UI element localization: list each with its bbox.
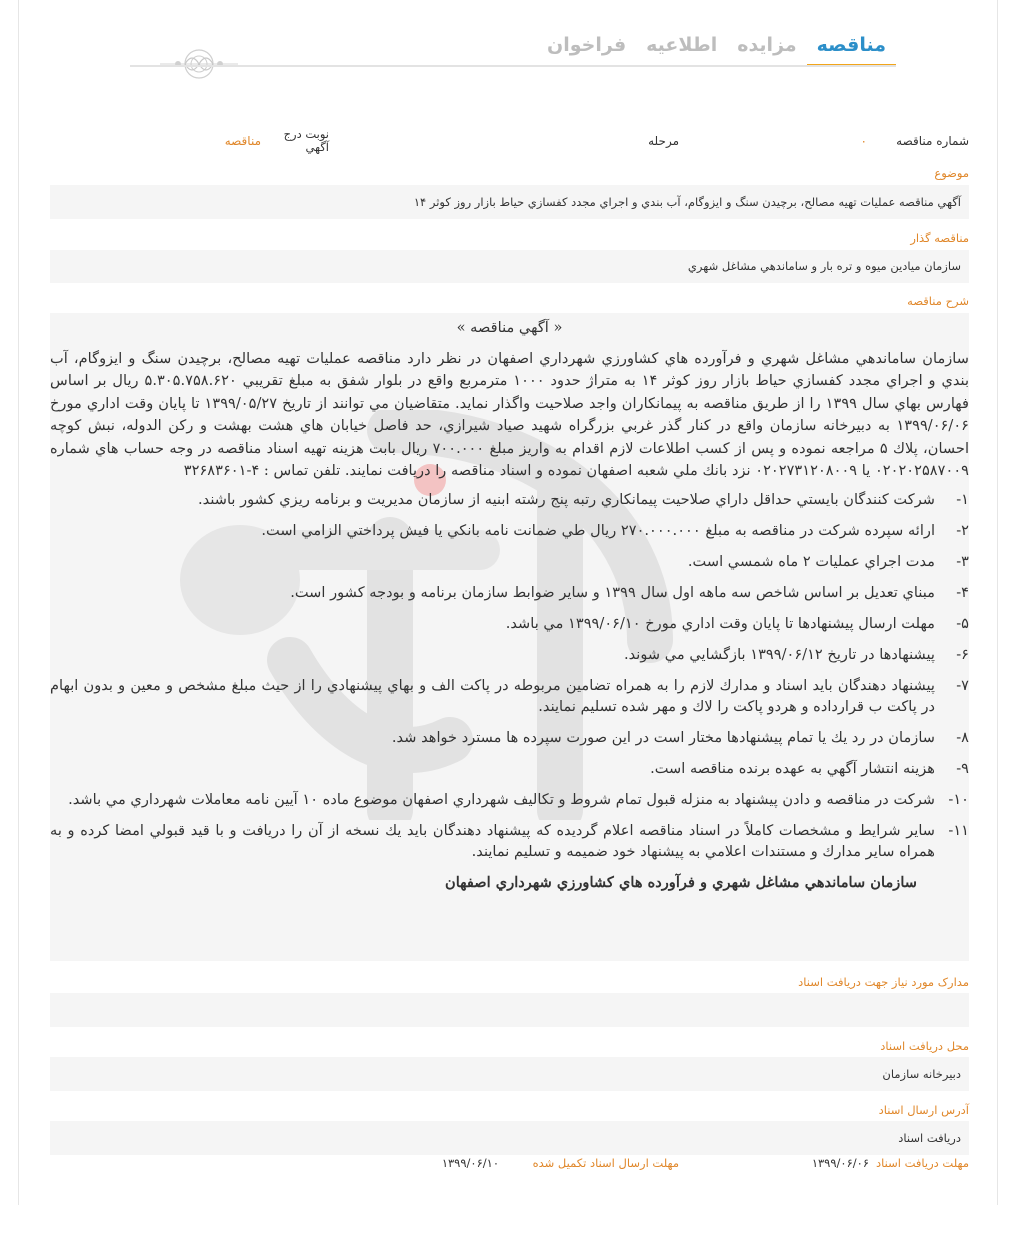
item-number: ۲-: [956, 521, 969, 539]
item-text: شركت كنندگان بايستي حداقل داراي صلاحيت پيمانكاري رتبه پنج رشته ابنيه از سازمان مديريت و برنامه ريزي كشور باشند.: [198, 490, 935, 508]
ad-turn-value: مناقصه: [224, 134, 261, 148]
ad-intro: سازمان ساماندهي مشاغل شهري و فرآورده هاي كشاورزي شهرداري اصفهان در نظر دارد مناقصه عمليات تهيه مصالح، برچيدن سنگ و ايزوگام، آب بندي و اجراي مجدد كفسازي حياط بازار روز كوثر ۱۴ به متراژ حدود ۱۰۰۰ مترمربع واقع در بلوار شفق به مبلغ تقريبي ۵.۳۰۵.۷۵۸.۶۲۰ ريال بر اساس فهارس بهاي سال ۱۳۹۹ را از طريق مناقصه به پيمانكاران واجد صلاحيت واگذار نمايد. متقاضيان مي توانند از تاريخ ۱۳۹۹/۰۵/۲۷ تا پايان وقت اداري مورخ ۱۳۹۹/۰۶/۰۶ به دبيرخانه سازمان واقع در كنار گذر غربي بزرگراه شهيد صياد شيرازي، حد فاصل خيابان هاي هشت بهشت و ركن الدوله، نبش كوچه احسان، پلاك ۵ مراجعه نموده و پس از كسب اطلاعات لازم اقدام به واريز مبلغ ۷۰۰.۰۰۰ ريال بابت هزينه تهيه اسناد مناقصه در وجه حساب هاي شماره ۰۲۰۲۰۲۵۸۷۰۰۹ يا ۰۲۰۲۷۳۱۲۰۸۰۰۹ نزد بانك ملي شعبه اصفهان نموده و اسناد مناقصه را دريافت نمايند. تلفن تماس : ۴-۳۲۶۸۳۶۰۱: [50, 349, 970, 479]
item-number: ۴-: [956, 583, 969, 601]
item-text: شركت در مناقصه و دادن پيشنهاد به منزله قبول تمام شروط و تكاليف شهرداري اصفهان موضوع ماده ۱۰ آيين نامه معاملات شهرداري مي باشد.: [68, 790, 935, 808]
conditions-list: [50, 489, 969, 862]
required-docs-label: مدارک مورد نياز جهت دريافت اسناد: [798, 975, 969, 989]
send-deadline-label: مهلت ارسال اسناد تكميل شده: [532, 1156, 679, 1170]
item-text: پيشنهاد دهندگان بايد اسناد و مدارك لازم را به همراه تضامين مربوطه در پاكت الف و بهاي پيشنهادي را از حيث مبلغ مشخص و معين و بدون ابهام در پاكت ب قرارداده و هردو پاكت را لاك و مهر شده تسليم نمايند.: [50, 676, 935, 715]
ad-turn-label: نوبت درج آگهي: [283, 127, 329, 154]
receive-deadline-label: مهلت دريافت اسناد: [876, 1156, 969, 1170]
item-number: ۱۱-: [948, 821, 969, 839]
item-number: ۸-: [956, 728, 969, 746]
list-item: [50, 644, 969, 665]
item-text: مدت اجراي عمليات ۲ ماه شمسي است.: [687, 552, 935, 570]
item-number: ۷-: [956, 676, 969, 694]
tenderer-label: مناقصه گذار: [910, 231, 969, 245]
description-label: شرح مناقصه: [907, 294, 969, 308]
header-divider: [130, 65, 896, 67]
item-number: ۹-: [956, 759, 969, 777]
item-text: هزينه انتشار آگهي به عهده برنده مناقصه است.: [650, 759, 935, 777]
list-item: [50, 789, 969, 810]
subject-value: آگهي مناقصه عمليات تهيه مصالح، برچيدن سنگ و ايزوگام، آب بندي و اجراي مجدد كفسازي حياط بازار روز كوثر ۱۴: [50, 185, 969, 219]
tenderer-value: سازمان ميادين ميوه و تره بار و ساماندهي مشاغل شهري: [50, 250, 969, 283]
tab-tender[interactable]: مناقصه: [807, 30, 896, 67]
list-item: [50, 551, 969, 572]
description-text: [50, 313, 969, 894]
item-text: پيشنهادها در تاريخ ۱۳۹۹/۰۶/۱۲ بازگشايي مي شوند.: [624, 645, 935, 663]
receipt-place-label: محل دريافت اسناد: [880, 1039, 969, 1053]
tab-auction[interactable]: مزايده: [737, 34, 797, 56]
item-number: ۶-: [956, 645, 969, 663]
list-item: [50, 820, 969, 862]
item-text: ساير شرايط و مشخصات كاملاً در اسناد مناقصه اعلام گرديده كه پيشنهاد دهندگان بايد يك نسخه از آن را دريافت و با قيد قبولي امضا كرده و به همراه ساير مدارك و مستندات اعلامي به پيشنهاد خود ضميمه و تسليم نمايند.: [50, 821, 935, 860]
send-address-value: دريافت اسناد: [50, 1121, 969, 1155]
required-docs-value: [50, 993, 969, 1027]
subject-label: موضوع: [934, 166, 969, 180]
tab-call[interactable]: فراخوان: [547, 34, 627, 56]
item-number: ۱۰-: [948, 790, 969, 808]
list-item: [50, 582, 969, 603]
receive-deadline-value: ۱۳۹۹/۰۶/۰۶: [811, 1156, 869, 1170]
item-number: ۵-: [956, 614, 969, 632]
list-item: [50, 520, 969, 541]
tender-number-value: ۰: [860, 134, 867, 148]
list-item: [50, 613, 969, 634]
send-deadline-value: ۱۳۹۹/۰۶/۱۰: [441, 1156, 499, 1170]
send-address-label: آدرس ارسال اسناد: [878, 1103, 969, 1117]
list-item: [50, 727, 969, 748]
item-number: ۱-: [956, 490, 969, 508]
ornament-icon: [160, 44, 238, 84]
item-text: ارائه سپرده شركت در مناقصه به مبلغ ۲۷۰.۰۰۰.۰۰۰ ريال طي ضمانت نامه بانكي يا فيش پرداختي الزامي است.: [261, 521, 935, 539]
receipt-place-value: دبيرخانه سازمان: [50, 1057, 969, 1091]
list-item: [50, 675, 969, 717]
stage-label: مرحله: [648, 134, 679, 148]
deadlines-row: [50, 1156, 969, 1176]
item-text: سازمان در رد يك يا تمام پيشنهادها مختار است در اين صورت سپرده ها مسترد خواهد شد.: [391, 728, 935, 746]
category-tabs: [537, 30, 896, 67]
tender-number-label: شماره مناقصه: [896, 134, 969, 148]
signature: سازمان ساماندهي مشاغل شهري و فرآورده هاي كشاورزي شهرداري اصفهان: [444, 873, 917, 891]
tab-announcement[interactable]: اطلاعيه: [646, 34, 718, 56]
list-item: [50, 489, 969, 510]
ad-title: « آگهي مناقصه »: [456, 319, 563, 336]
list-item: [50, 758, 969, 779]
tender-meta: [50, 128, 969, 158]
item-text: مبناي تعديل بر اساس شاخص سه ماهه اول سال ۱۳۹۹ و ساير ضوابط سازمان برنامه و بودجه كشور است.: [290, 583, 935, 601]
item-number: ۳-: [956, 552, 969, 570]
item-text: مهلت ارسال پيشنهادها تا پايان وقت اداري مورخ ۱۳۹۹/۰۶/۱۰ مي باشد.: [505, 614, 935, 632]
